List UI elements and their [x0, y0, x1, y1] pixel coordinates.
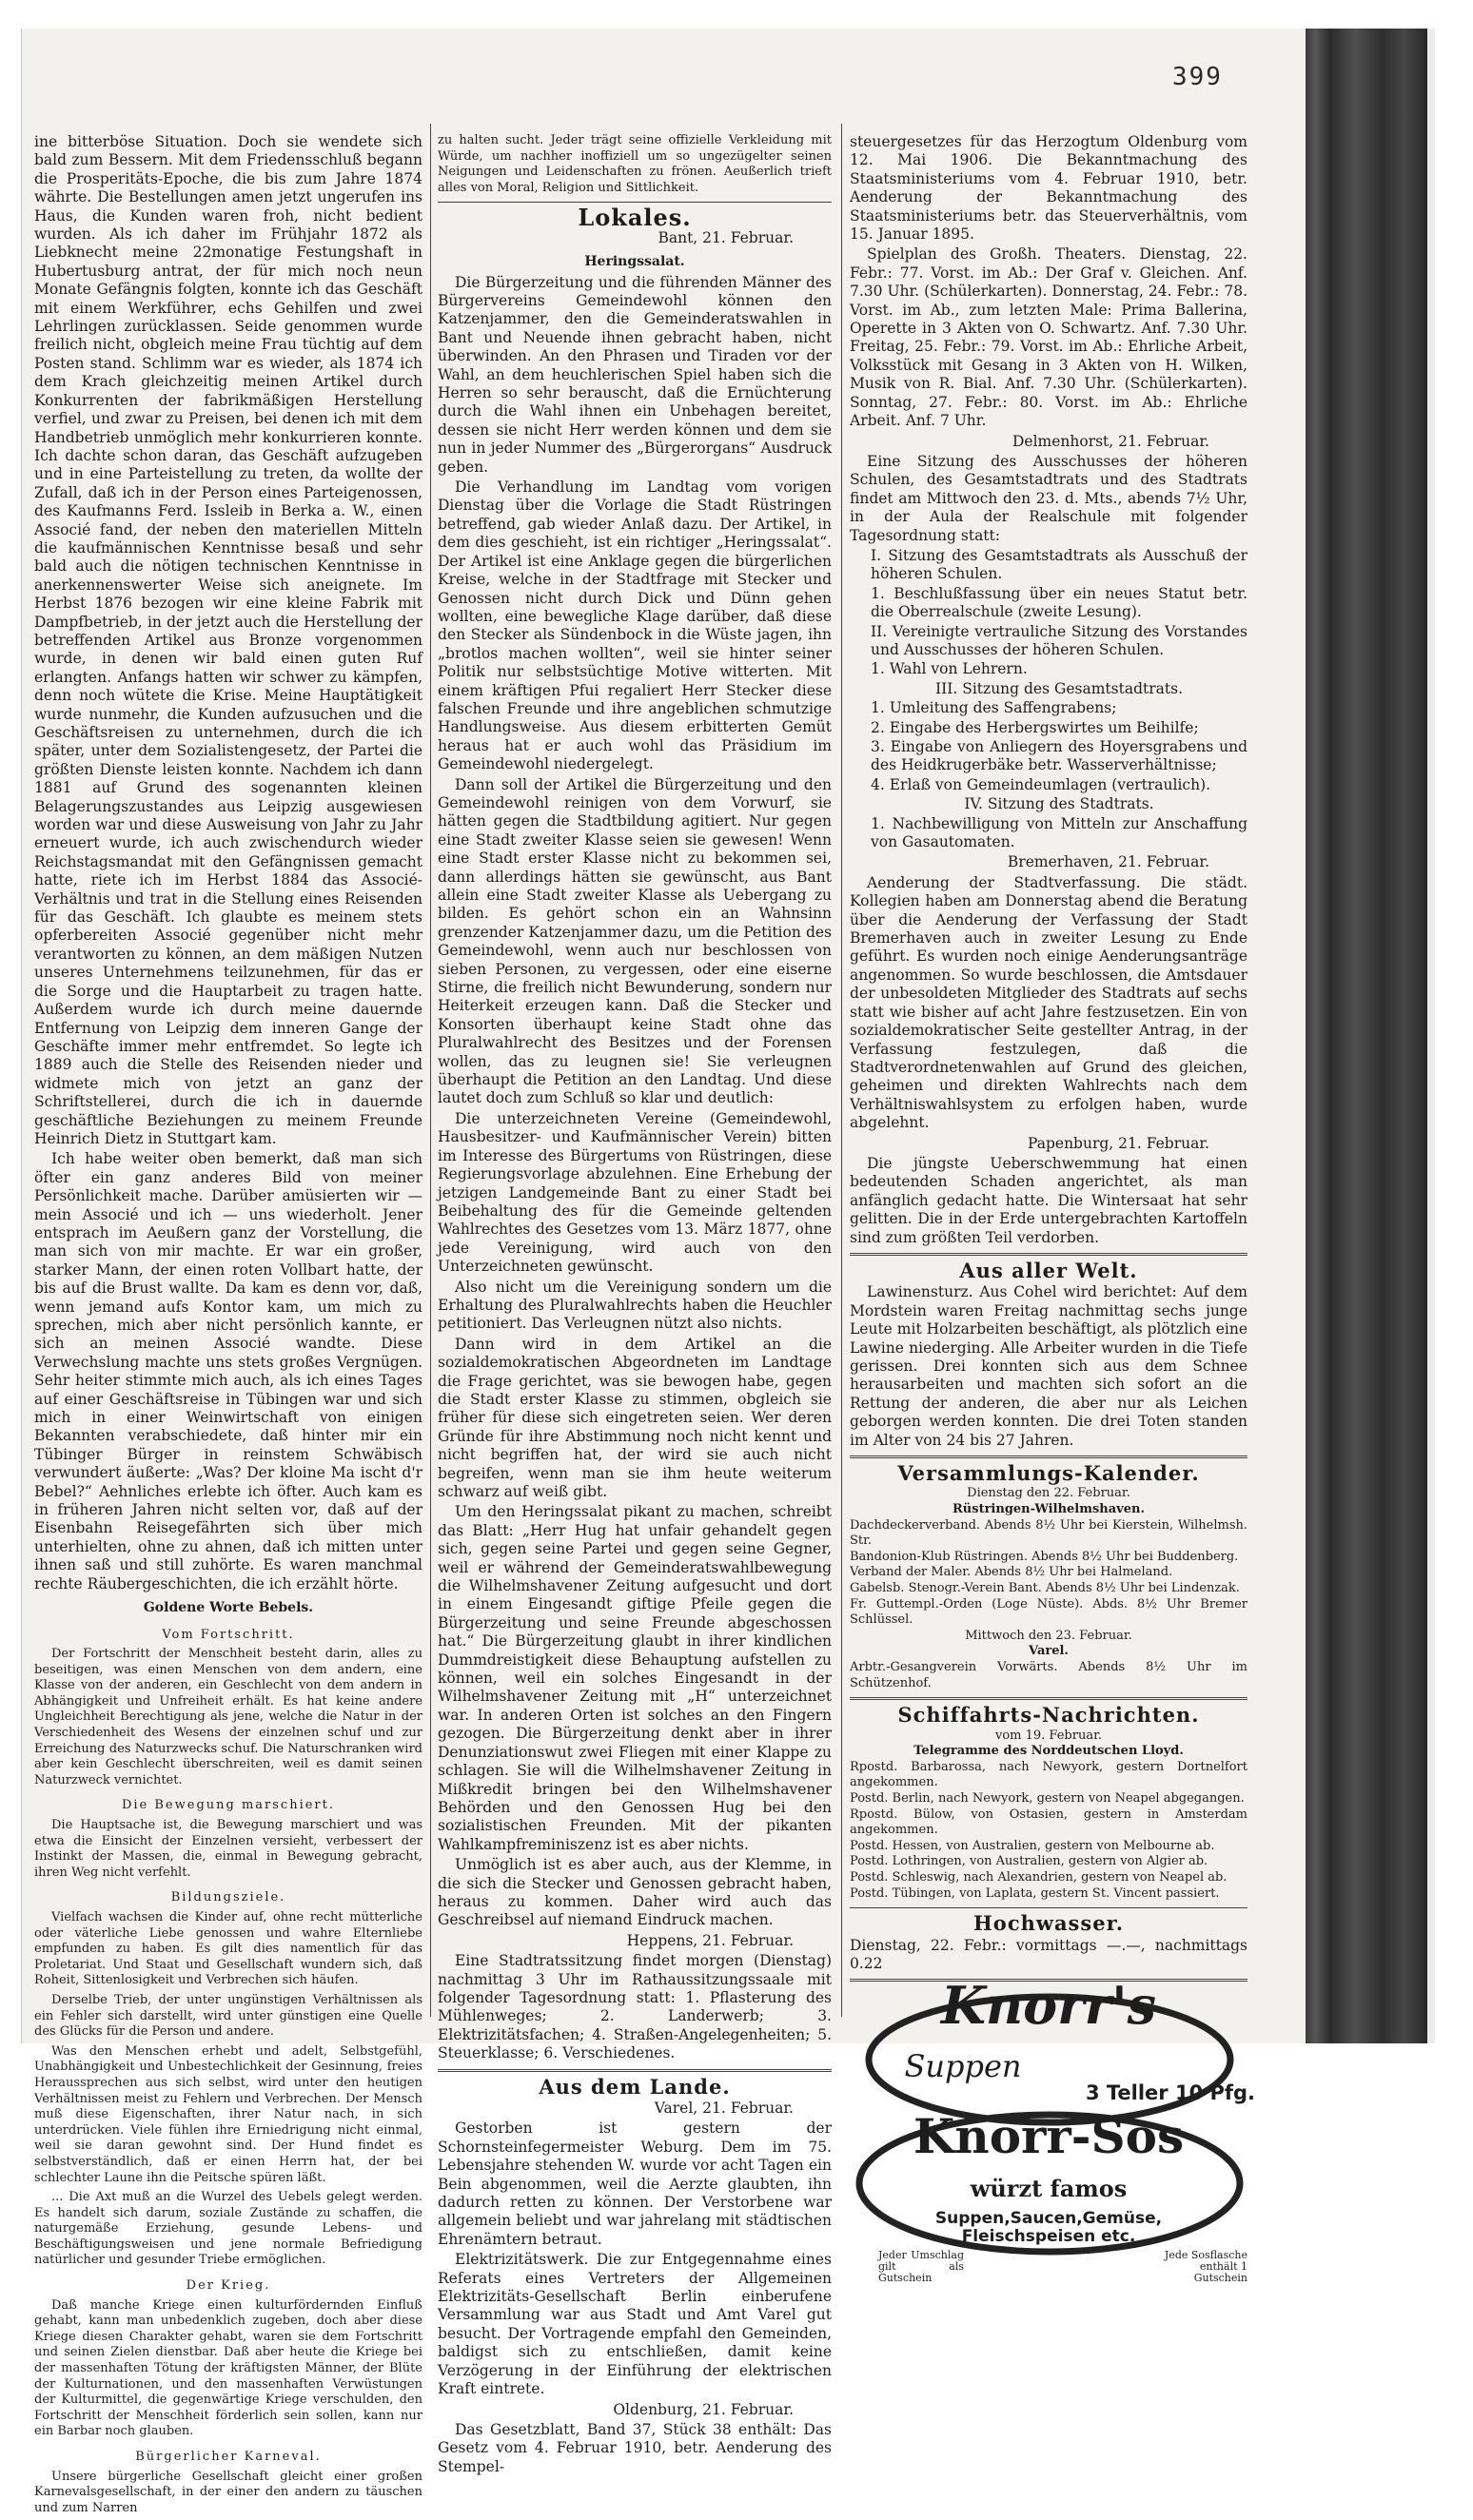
feature-paragraph: Vielfach wachsen die Kinder auf, ohne recht mütterliche oder väterliche Liebe genossen und wahre Elternliebe empfunden zu haben. Es gilt dies namentlich für das Proletariat. Und Staat und Gesellschaft wundern sich, daß Roheit, Sittenlosigkeit und Verbrechen sich häufen. [34, 1910, 422, 1988]
tide-line: Dienstag, 22. Febr.: vormittags —.—, nachmittags 0.22 [850, 1936, 1247, 1972]
column-rule [841, 124, 842, 2017]
shipping-date: vom 19. Februar. [994, 1728, 1103, 1743]
agenda-item: II. Vereinigte vertrauliche Sitzung des Vorstandes und Ausschusses der höheren Schulen. [871, 622, 1247, 658]
calendar-entry: Dachdeckerverband. Abends 8½ Uhr bei Kierstein, Wilhelmsh. Str. [850, 1517, 1247, 1549]
ad-brand-2: Knorr-Sos [913, 2108, 1185, 2165]
calendar-entry: Bandonion-Klub Rüstringen. Abends 8½ Uhr bei Buddenberg. [850, 1549, 1239, 1564]
feature-paragraph: Daß manche Kriege einen kulturfördernden Einfluß gehabt, kann man unbedenklich zugeben, doch aber diese Kriege diesen Charakter gehabt, waren sie dem Fortschritt und seinen Zielen dienstbar. Daß aber heute die Kriege bei der massenhaften Tötung der kräftigsten Männer, der Blüte der Kulturnationen, und den massenhaften Verwüstungen der Kulturmittel, die gegenwärtige Kriege verschulden, den Fortschritt der Menschheit förderlich sein sollen, kann nur ein Barbar noch glauben. [34, 2297, 422, 2439]
article-paragraph: Ich habe weiter oben bemerkt, daß man sich öfter ein ganz anderes Bild von meiner Persönlichkeit mache. Darüber amüsierten wir — mein Associé und ich — uns wiederholt. Jener entsprach im Aeußern ganz der Vorstellung, die man sich von mir machte. Er war ein großer, starker Mann, der einen roten Vollbart hatte, der bis auf die Brust wallte. Da kam es denn vor, daß, wenn jemand aufs Kontor kam, um mich zu sprechen, mich aber nicht persönlich kannte, er sich an meinen Associé wandte. Diese Verwechslung machte uns stets großes Vergnügen. Sehr heiter stimmte mich auch, als ich eines Tages auf einer Geschäftsreise in Tübingen war und sich mich in einer Weinwirtschaft von einigen Bekannten verabschiedete, daß hinter mir ein Tübinger Bürger in reinstem Schwäbisch verwundert äußerte: „Was? Der kloine Ma ischt d'r Bebel?“ Aehnliches erlebte ich öfter. Auch kam es in früheren Jahren nicht selten vor, daß auf der Eisenbahn Reisegefährten sich über mich unterhielten, ohne zu ahnen, daß ich mitten unter ihnen saß und still zuhörte. Es waren manchmal rechte Räubergeschichten, die ich erzählt hörte. [34, 1150, 422, 1592]
binding-edge [1427, 29, 1435, 2043]
agenda-item: 4. Erlaß von Gemeindeumlagen (vertraulich). [871, 775, 1211, 793]
dateline: Papenburg, 21. Februar. [1028, 1134, 1209, 1152]
feature-subheading: Der Krieg. [186, 2278, 271, 2294]
calendar-entry: Arbtr.-Gesangverein Vorwärts. Abends 8½ Uhr im Schützenhof. [850, 1659, 1247, 1690]
article-paragraph: Die Verhandlung im Landtag vom vorigen Dienstag über die Vorlage die Stadt Rüstringen betreffend, gab wieder Anlaß dazu. Der Artikel, in dem dies geschieht, ist ein richtiger „Heringssalat“. Der Artikel ist eine Anklage gegen die bürgerlichen Kreise, welche in der Stadtfrage mit Stecker und Genossen nicht durch Dick und Dünn gehen wollten, eine bewegliche Klage darüber, daß diese den Stecker als Sündenbock in die Wüste jagen, ihn „brotlos machen wollten“, weil sie hinter seiner Politik nur selbstsüchtige Motive witterten. Mit einem kräftigen Pfui regaliert Herr Stecker diese falschen Freunde und ihre angeblichen schmutzige Handlungsweise. Aus diesem erbitterten Gemüt heraus hat er auch wohl das Präsidium im Gemeindewohl niedergelegt. [438, 479, 832, 773]
article-paragraph: Dann soll der Artikel die Bürgerzeitung und den Gemeindewohl reinigen von dem Vorwurf, sie hätten gegen die Stadtbildung agitiert. Nur gegen eine Stadt zweiter Klasse seien sie gewesen! Wenn eine Stadt erster Klasse nicht zu bekommen sei, dann allerdings hätten sie gewünscht, aus Bant allein eine Stadt zweiter Klasse als Uebergang zu bilden. Es gehört schon ein an Wahnsinn grenzender Katzenjammer dazu, um die Petition des Gemeindewohl, wenn auch nur beschlossen von sieben Personen, zu vergessen, oder eine eiserne Stirne, die freilich nicht Bewunderung, sondern nur Heiterkeit erzeugen kann. Daß die Stecker und Konsorten überhaupt keine Stadt ohne das Pluralwahlrecht des Besitzes und der Forensen wollen, das zu leugnen sie! Sie verleugnen überhaupt die Petition an den Landtag. Und diese lautet doch zum Schluß so klar und deutlich: [438, 775, 832, 1107]
divider [850, 1907, 1247, 1908]
column-1 [34, 133, 422, 2520]
feature-subheading: Die Bewegung marschiert. [121, 1798, 336, 1813]
page-number: 399 [1172, 63, 1223, 91]
shipping-subheading: Telegramme des Norddeutschen Lloyd. [913, 1744, 1184, 1759]
agenda-item: 1. Wahl von Lehrern. [871, 660, 1028, 678]
article-paragraph: Also nicht um die Vereinigung sondern um die Erhaltung des Pluralwahlrechts haben die Heuchler petitioniert. Das Verleugnen nützt also nichts. [438, 1278, 832, 1333]
calendar-entry: Verband der Maler. Abends 8½ Uhr bei Halmeland. [850, 1565, 1173, 1580]
calendar-date: Mittwoch den 23. Februar. [965, 1628, 1132, 1643]
article-paragraph: Lawinensturz. Aus Cohel wird berichtet: Auf dem Mordstein waren Freitag nachmittag sechs junge Leute mit Holzarbeiten beschäftigt, als plötzlich eine Lawine niederging. Alle Arbeiter wurden in die Tiefe gerissen. Drei konnten sich aus dem Schnee herausarbeiten und machten sich sofort an die Rettung der anderen, die aber nur als Leichen geborgen werden konnten. Die drei Toten standen im Alter von 24 bis 27 Jahren. [850, 1283, 1247, 1449]
shipping-entry: Rpostd. Barbarossa, nach Newyork, gestern Dortnelfort angekommen. [850, 1759, 1247, 1790]
ad-footnote-left: Jeder Umschlag gilt als Gutschein [878, 2249, 964, 2285]
feature-paragraph: Unsere bürgerliche Gesellschaft gleicht einer großen Karnevalsgesellschaft, in der einer den andern zu täuschen und zum Narren [34, 2469, 422, 2515]
ad-brand: Knorr's [940, 1975, 1157, 2037]
dateline: Oldenburg, 21. Februar. [613, 2400, 794, 2418]
article-paragraph: zu halten sucht. Jeder trägt seine offizielle Verkleidung mit Würde, um nachher inoffiziell um so ungezügelter seinen Neigungen und Leidenschaften zu frönen. Aeußerlich trieft alles von Moral, Religion und Sittlichkeit. [438, 133, 832, 195]
section-heading-versammlung: Versammlungs-Kalender. [897, 1461, 1200, 1486]
ad-line-1: Suppen,Saucen,Gemüse, [934, 2209, 1163, 2229]
ad-footnote-right: Jede Sosflasche enthält 1 Gutschein [1164, 2249, 1247, 2285]
agenda-item: 1. Umleitung des Saffengrabens; [871, 699, 1117, 717]
article-paragraph: Um den Heringssalat pikant zu machen, schreibt das Blatt: „Herr Hug hat unfair gehandelt gegen sich, gegen seine Partei und gegen seine Gegner, weil er während der Gemeinderatswahlbewegung die Wilhelmshavener Zeitung aufgesucht und dort in einem Eingesandt giftige Pfeile gegen die Bürgerzeitung und seine Freunde abgeschossen hat.“ Die Bürgerzeitung glaubt in ihrer kindlichen Dummdreistigkeit diese Behauptung aufstellen zu können, weil ein solches Eingesandt in der Wilhelmshavener Zeitung mit „H“ unterzeichnet war. In anderen Orten ist solches an den Fingern gezogen. Die Bürgerzeitung denkt aber in ihrer Denunziationswut zwei Fliegen mit einer Klappe zu schlagen. Sie will die Wilhelmshavener Zeitung in Mißkredit bringen bei den Wilhelmshavener Behörden und den Genossen Hug bei den sozialistischen Freunden. Mit der pikanten Wahlkampfreminiszenz ist es aber nichts. [438, 1503, 832, 1853]
agenda-item: 3. Eingabe von Anliegern des Hoyersgrabens und des Heidkrugerbäke betr. Wasserverhältnisse; [871, 738, 1247, 774]
dateline: Delmenhorst, 21. Februar. [1011, 432, 1209, 450]
calendar-place: Varel. [1029, 1644, 1069, 1659]
article-paragraph: Die unterzeichneten Vereine (Gemeindewohl, Hausbesitzer- und Kaufmännischer Verein) bitten im Interesse des Bürgertums von Rüstringen, diese Regierungsvorlage abzulehnen. Eine Erhebung der jetzigen Landgemeinde Bant zu einer Stadt bei Beibehaltung des für die Gemeinde geltenden Wahlrechtes des Gesetzes vom 13. März 1877, ohne jede Vereinigung, wird auch von den Unterzeichneten gewünscht. [438, 1109, 832, 1276]
shipping-entry: Rpostd. Bülow, von Ostasien, gestern in Amsterdam angekommen. [850, 1807, 1247, 1838]
calendar-entry: Fr. Guttempl.-Orden (Loge Nüste). Abds. 8½ Uhr Bremer Schlüssel. [850, 1596, 1247, 1628]
calendar-place: Rüstringen-Wilhelmshaven. [953, 1502, 1145, 1517]
agenda-item: 1. Beschlußfassung über ein neues Statut betr. die Oberrealschule (zweite Lesung). [871, 584, 1247, 621]
feature-subheading: Bildungsziele. [170, 1890, 286, 1905]
ad-line-2: Fleischspeisen etc. [961, 2227, 1136, 2247]
calendar-date: Dienstag den 22. Februar. [967, 1486, 1130, 1501]
feature-paragraph: Die Hauptsache ist, die Bewegung marschiert und was etwa die Einsicht der Einzelnen versieht, verbessert der Instinkt der Massen, die, einmal in Bewegung gebracht, ihren Weg nicht verfehlt. [34, 1818, 422, 1880]
article-paragraph: Dann wird in dem Artikel an die sozialdemokratischen Abgeordneten im Landtage die Frage gerichtet, was sie bewogen habe, gegen die Stadt erster Klasse zu stimmen, obgleich sie früher für diese sich eingetreten seien. Wer deren Gründe für ihre Abstimmung noch nicht kennt und nicht begriffen hat, der wird sie auch nicht begreifen, wenn man sie ihm heute weiterum schwarz auf weiß gibt. [438, 1335, 832, 1500]
calendar-entry: Gabelsb. Stenogr.-Verein Bant. Abends 8½ Uhr bei Lindenzak. [850, 1581, 1240, 1595]
feature-subheading: Vom Fortschritt. [162, 1627, 295, 1642]
ad-product-line [850, 2210, 1247, 2246]
article-paragraph: Die jüngste Ueberschwemmung hat einen bedeutenden Schaden angerichtet, als man anfänglich gedacht hatte. Die Wintersaat hat sehr gelitten. Die in der Erde untergebrachten Kartoffeln sind zum größten Teil verdorben. [850, 1154, 1247, 1246]
article-paragraph: Das Gesetzblatt, Band 37, Stück 38 enthält: Das Gesetz vom 4. Februar 1910, betr. Aenderung des Stempel- [438, 2420, 832, 2475]
article-paragraph: Die Bürgerzeitung und die führenden Männer des Bürgervereins Gemeindewohl können den Katzenjammer, den die Gemeinderatswahlen in Bant und Neuende ihnen gebracht haben, nicht überwinden. An den Phrasen und Tiraden vor der Wahl, an dem heuchlerischen Spiel haben sich die Herren so sehr berauscht, daß die Ernüchterung durch die Wahl ihnen ein Unbehagen bereitet, dessen sie nicht Herr werden können und dem sie nun in jeder Nummer des „Bürgerorgans“ Ausdruck geben. [438, 273, 832, 476]
shipping-entry: Postd. Berlin, nach Newyork, gestern von Neapel abgegangen. [850, 1790, 1245, 1806]
feature-title: Goldene Worte Bebels. [143, 1600, 314, 1616]
shipping-entry: Postd. Schleswig, nach Alexandrien, gestern von Neapel ab. [850, 1869, 1228, 1885]
feature-paragraph: Der Fortschritt der Menschheit besteht darin, alles zu beseitigen, was einen Menschen von dem andern, eine Klasse von der anderen, ein Geschlecht von dem andern in Abhängigkeit und Unfreiheit erhält. Es hat keine andere Ungleichheit Berechtigung als jene, welche die Natur in der Verschiedenheit des Wesens der einzelnen schuf und zur Erreichung des Naturzwecks schuf. Die Naturschranken wird aber kein Geschlecht überschreiten, weil es damit seinen Naturzweck vernichtet. [34, 1647, 422, 1787]
article-paragraph: Unmöglich ist es aber auch, aus der Klemme, in die sich die Stecker und Genossen gebracht haben, heraus zu kommen. Daher wird auch das Geschreibsel auf niemand Eindruck machen. [438, 1856, 832, 1929]
article-paragraph: Eine Sitzung des Ausschusses der höheren Schulen, des Gesamtstadtrats und des Stadtrats findet am Mittwoch den 23. d. Mts., abends 7½ Uhr, in der Aula der Realschule mit folgender Tagesordnung statt: [850, 452, 1247, 544]
feature-paragraph: Was den Menschen erhebt und adelt, Selbstgefühl, Unabhängigkeit und Unbestechlichkeit der Gesinnung, freies Heraussprechen aus sich selbst, wird unter den heutigen Verhältnissen meist zu Fehlern und Verbrechen. Der Mensch muß diese Eigenschaften, ihrer Natur nach, in sich unterdrücken. Viele fühlen ihre Erniedrigung nicht einmal, weil sie daran gewohnt sind. Der Hund findet es selbstverständlich, daß er einen Herrn hat, der bei schlechter Laune ihn die Peitsche spüren läßt. [34, 2043, 422, 2185]
feature-paragraph: Derselbe Trieb, der unter ungünstigen Verhältnissen als ein Fehler sich darstellt, wird unter günstigen eine Quelle des Glücks für die Person und andere. [34, 1992, 422, 2040]
divider [850, 1253, 1247, 1256]
column-3 [850, 133, 1256, 2285]
knorr-advertisement [850, 1975, 1256, 2285]
agenda-item: 2. Eingabe des Herbergswirtes um Beihilfe; [871, 718, 1199, 736]
section-heading-welt: Aus aller Welt. [959, 1258, 1138, 1282]
dateline: Heppens, 21. Februar. [626, 1931, 794, 1949]
shipping-entry: Postd. Hessen, von Australien, gestern von Melbourne ab. [850, 1838, 1215, 1853]
article-paragraph: Eine Stadtratssitzung findet morgen (Dienstag) nachmittag 3 Uhr im Rathaussitzungssaale mit folgender Tagesordnung statt: 1. Pflasterung des Mühlenweges; 2. Landerwerb; 3. Elektrizitätsfachen; 4. Straßen-Angelegenheiten; 5. Steuerklasse; 6. Verschiedenes. [438, 1952, 832, 2062]
article-paragraph: ine bitterböse Situation. Doch sie wendete sich bald zum Bessern. Mit dem Friedensschluß begann die Prosperitäts-Epoche, die bis zum Jahre 1874 währte. Die Bestellungen amen jetzt ungerufen ins Haus, die Kunden waren froh, nicht bedient wurden. Als ich daher im Frühjahr 1872 als Liebknecht meine 22monatige Festungshaft in Hubertusburg antrat, der für mich noch neun Monate Gefängnis folgten, konnte ich das Geschäft mit einem Werkführer, echs Gehilfen und zwei Lehrlingen zurücklassen. Seide genommen wurde freilich nicht, obgleich meine Frau tüchtig auf dem Posten stand. Schlimm war es wieder, als 1874 ich dem Krach gleichzeitig meinen Artikel durch Konkurrenten der fabrikmäßigen Herstellung verfiel, und zwar zu Preisen, bei denen ich mit dem Handbetrieb unmöglich mehr konkurrieren konnte. Ich dachte schon daran, das Geschäft aufzugeben und in eine Parteistellung zu treten, da wollte der Zufall, daß ich in der Person eines Parteigenossen, des Kaufmanns Ferd. Issleib in Berka a. W., einen Associé fand, der neben den materiellen Mitteln die kaufmännischen Kenntnisse besaß und sehr bald auch die nötigen technischen Kenntnisse in anerkennenswerter Weise sich aneignete. Im Herbst 1876 bezogen wir eine kleine Fabrik mit Dampfbetrieb, in der jetzt auch die Herstellung der betreffenden Artikel aus Bronze vorgenommen wurde, in denen wir bald einen guten Ruf erlangten. Anfangs hatten wir schwer zu kämpfen, denn noch wütete die Krise. Meine Hauptätigkeit wurde nunmehr, die Kunden aufzusuchen und die Geschäftsreisen zu unternehmen, durch die ich später, unter dem Sozialistengesetz, der Partei die größten Dienste leisten konnte. Nachdem ich dann 1881 auf Grund des sogenannten kleinen Belagerungszustandes aus Leipzig ausgewiesen worden war und diese Ausweisung von Jahr zu Jahr erneuert wurde, ich auch zwischendurch wieder Reichstagsmandat mit den Gefängnissen gemacht hatte, riete ich im Herbst 1884 das Associé-Verhältnis und trat in die Stellung eines Reisenden für das Geschäft. Ich glaubte es meinem stets opferbereiten Associé gegenüber nicht mehr verantworten zu können, an dem mäßigen Nutzen unseres Unternehmens teilzunehmen, für das er die Sorge und die Hauptarbeit zu tragen hatte. Außerdem wurde ich durch meine dauernde Entfernung von Leipzig dem inneren Gange der Geschäfte immer mehr entfremdet. So legte ich 1889 auch die Stelle des Reisenden nieder und widmete mich von jetzt an ganz der Schriftstellerei, durch die ich in dauernde geschäftliche Beziehungen zu meinem Freunde Heinrich Dietz in Stuttgart kam. [34, 133, 422, 1147]
ad-price: 3 Teller 10 Pfg. [1085, 2081, 1256, 2105]
article-paragraph: Spielplan des Großh. Theaters. Dienstag, 22. Febr.: 77. Vorst. im Ab.: Der Graf v. Gleichen. Anf. 7.30 Uhr. (Schülerkarten). Donnerstag, 24. Febr.: 78. Vorst. im Ab., zum letzten Male: Prima Ballerina, Operette in 3 Akten von O. Schwartz. Anf. 7.30 Uhr. Freitag, 25. Febr.: 79. Vorst. im Ab.: Ehrliche Arbeit, Volksstück mit Gesang in 3 Akten von H. Wilken, Musik von R. Bial. Anf. 7.30 Uhr. (Schülerkarten). Sonntag, 27. Febr.: 80. Vorst. im Ab.: Ehrliche Arbeit. Anf. 7 Uhr. [850, 245, 1247, 430]
section-heading-lokales: Lokales. [578, 204, 692, 232]
divider [850, 1697, 1247, 1700]
article-paragraph: Aenderung der Stadtverfassung. Die städt. Kollegien haben am Donnerstag abend die Beratung über die Aenderung der Verfassung der Stadt Bremerhaven auch in zweiter Lesung zu Ende geführt. Es wurden noch einige Aenderungsanträge angenommen. So wurde beschlossen, die Amtsdauer der unbesoldeten Mitglieder des Stadtrats auf sechs statt wie bisher auf acht Jahre festzusetzen. Ein von sozialdemokratischer Seite gestellter Antrag, in der Verfassung festzulegen, daß die Stadtverordnetenwahlen auf Grund des gleichen, geheimen und direkten Wahlrechts nach dem Verhältniswahlsystem zu erfolgen haben, wurde abgelehnt. [850, 873, 1247, 1132]
dateline: Varel, 21. Februar. [654, 2100, 794, 2117]
shipping-entry: Postd. Tübingen, von Laplata, gestern St. Vincent passiert. [850, 1885, 1220, 1901]
agenda-item: III. Sitzung des Gesamtstadtrats. [935, 679, 1183, 697]
ad-slogan: würzt famos [970, 2175, 1128, 2203]
article-paragraph: steuergesetzes für das Herzogtum Oldenburg vom 12. Mai 1906. Die Bekanntmachung des Staatsministeriums vom 4. Februar 1910, betr. Aenderung der Bekanntmachung des Staatsministeriums betr. das Steuerverhältnis, vom 15. Januar 1895. [850, 133, 1247, 244]
article-title: Heringssalat. [584, 254, 685, 270]
book-binding [1306, 29, 1429, 2043]
dateline: Bant, 21. Februar. [658, 228, 794, 246]
divider [850, 1455, 1247, 1458]
feature-paragraph: ... Die Axt muß an die Wurzel des Uebels gelegt werden. Es handelt sich darum, soziale Zustände zu schaffen, die naturgemäße Erziehung, gesunde Lebens- und Beschäftigungsweisen und jene normale Befriedigung natürlicher und gesunder Triebe ermöglichen. [34, 2190, 422, 2268]
agenda-item: 1. Nachbewilligung von Mitteln zur Anschaffung von Gasautomaten. [871, 814, 1247, 851]
section-heading-hochwasser: Hochwasser. [972, 1911, 1125, 1936]
shipping-entry: Postd. Lothringen, von Australien, gestern von Algier ab. [850, 1854, 1208, 1869]
ad-product: Suppen [904, 2048, 1022, 2085]
section-heading-schiffahrt: Schiffahrts-Nachrichten. [897, 1703, 1200, 1728]
article-paragraph: Elektrizitätswerk. Die zur Entgegennahme eines Referats eines Vertreters der Allgemeinen Elektrizitäts-Gesellschaft Berlin einberufene Versammlung war aus Stadt und Amt Varel gut besucht. Der Vortragende empfahl den Gemeinden, baldigst sich zu entschließen, damit keine Verzögerung in der Einführung der elektrischen Kraft eintrete. [438, 2251, 832, 2398]
column-2 [438, 133, 832, 2478]
agenda-item: IV. Sitzung des Stadtrats. [964, 795, 1154, 813]
column-rule [430, 124, 431, 2017]
article-paragraph: Gestorben ist gestern der Schornsteinfegermeister Weburg. Dem im 75. Lebensjahre stehenden W. wurde vor acht Tagen ein Bein abgenommen, weil die Aerzte glaubten, ihn dadurch retten zu können. Der Verstorbene war allgemein beliebt und war jahrelang mit städtischen Ehrenämtern betraut. [438, 2120, 832, 2248]
section-heading-lande: Aus dem Lande. [539, 2074, 731, 2099]
dateline: Bremerhaven, 21. Februar. [1007, 853, 1209, 871]
agenda-item: I. Sitzung des Gesamtstadtrats als Ausschuß der höheren Schulen. [871, 546, 1247, 583]
feature-subheading: Bürgerlicher Karneval. [135, 2450, 322, 2464]
divider [438, 202, 832, 203]
